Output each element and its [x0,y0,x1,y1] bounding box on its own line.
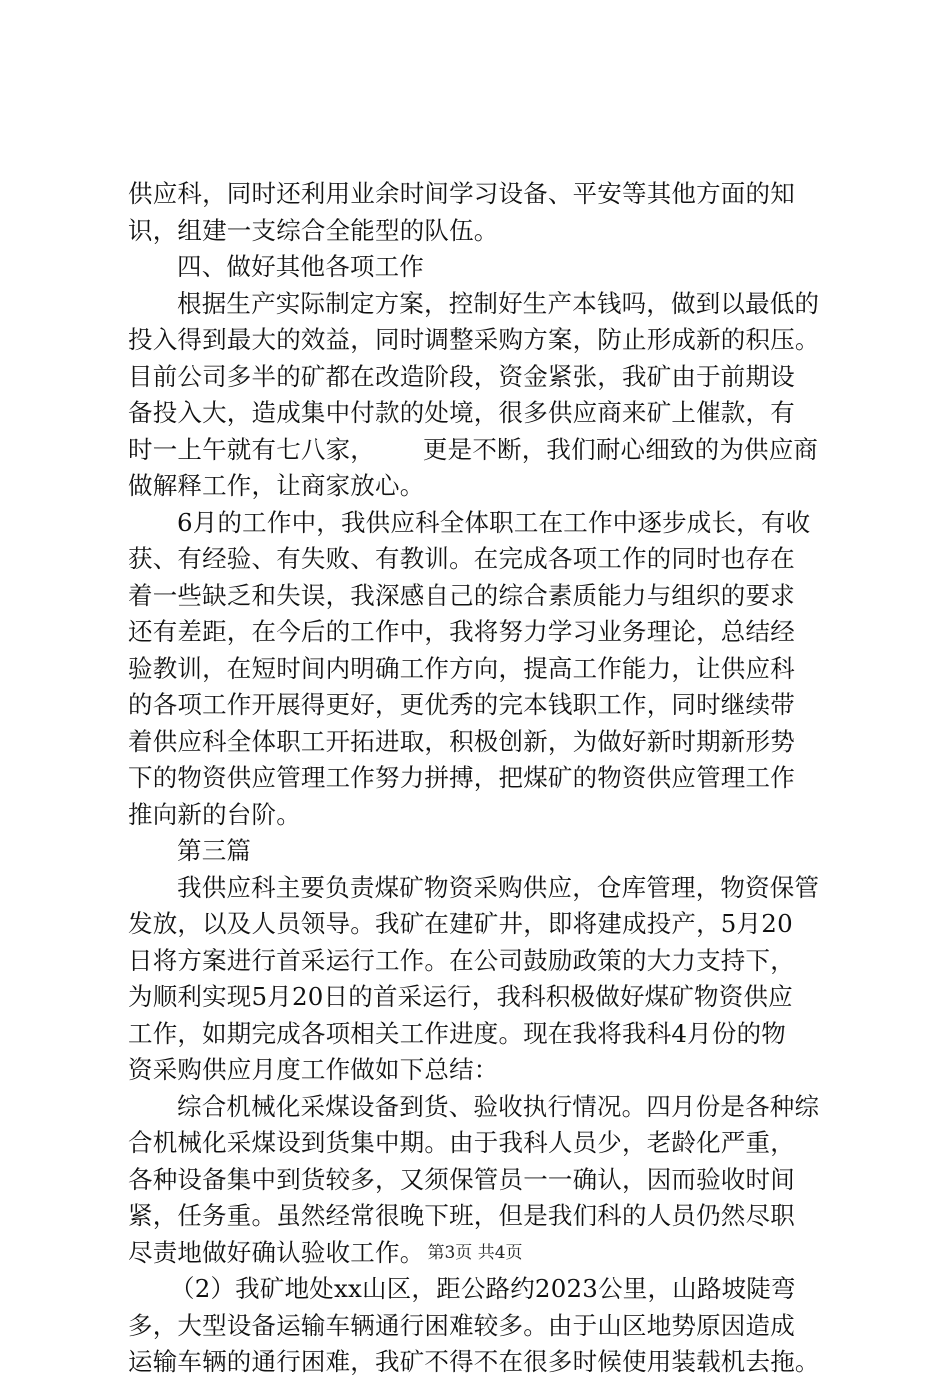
paragraph-start-line: 根据生产实际制定方案，控制好生产本钱吗，做到以最低的 [177,288,820,318]
paragraph-start-line: （2）我矿地处xx山区，距公路约2023公里，山路坡陡弯 [170,1274,796,1303]
text-line: 备投入大，造成集中付款的处境，很多供应商来矿上催款，有 [128,398,795,427]
text-line: 着一些缺乏和失误，我深感自己的综合素质能力与组织的要求 [128,580,795,610]
text-line: 日将方案进行首采运行工作。在公司鼓励政策的大力支持下， [128,945,795,975]
text-line: 着供应科全体职工开拓进取，积极创新，为做好新时期新形势 [128,726,795,756]
text-line: 还有差距，在今后的工作中，我将努力学习业务理论，总结经 [128,617,795,646]
text-line: 获、有经验、有失败、有教训。在完成各项工作的同时也存在 [128,544,795,573]
text-line: 运输车辆的通行困难，我矿不得不在很多时候使用装载机去拖。 [128,1347,820,1376]
text-line: 下的物资供应管理工作努力拼搏，把煤矿的物资供应管理工作 [128,763,795,792]
text-line: 各种设备集中到货较多，又须保管员一一确认，因而验收时间 [128,1164,795,1194]
text-line: 目前公司多半的矿都在改造阶段，资金紧张，我矿由于前期设 [128,361,795,391]
text-line: 合机械化采煤设到货集中期。由于我科人员少，老龄化严重， [128,1128,795,1157]
text-line: 尽责地做好确认验收工作。 [128,1237,425,1267]
text-line: 紧，任务重。虽然经常很晚下班，但是我们科的人员仍然尽职 [128,1201,795,1230]
document-body [128,176,840,1381]
section-heading: 第三篇 [177,836,252,865]
text-line: 的各项工作开展得更好，更优秀的完本钱职工作，同时继续带 [128,690,795,719]
text-line: 资采购供应月度工作做如下总结： [128,1055,499,1084]
text-line: 验教训，在短时间内明确工作方向，提高工作能力，让供应科 [128,653,795,683]
text-line: 工作，如期完成各项相关工作进度。现在我将我科4月份的物 [128,1018,786,1048]
text-line: 推向新的台阶。 [128,799,301,829]
text-line: 时一上午就有七八家， 更是不断，我们耐心细致的为供应商 [128,434,819,464]
text-line: 发放，以及人员领导。我矿在建矿井，即将建成投产，5月20 [128,909,793,938]
text-line: 多，大型设备运输车辆通行困难较多。由于山区地势原因造成 [128,1310,795,1340]
section-heading: 四、做好其他各项工作 [177,252,424,281]
text-line: 识，组建一支综合全能型的队伍。 [128,215,499,245]
text-line: 做解释工作，让商家放心。 [128,471,425,500]
page-number-footer: 第3页 共4页 [427,1243,523,1263]
paragraph-start-line: 我供应科主要负责煤矿物资采购供应，仓库管理，物资保管 [177,872,820,902]
paragraph-start-line: 综合机械化采煤设备到货、验收执行情况。四月份是各种综 [177,1091,820,1121]
text-line: 供应科，同时还利用业余时间学习设备、平安等其他方面的知 [128,179,795,208]
paragraph-start-line: 6月的工作中，我供应科全体职工在工作中逐步成长，有收 [177,507,811,537]
text-line: 为顺利实现5月20日的首采运行，我科积极做好煤矿物资供应 [128,982,793,1011]
text-line: 投入得到最大的效益，同时调整采购方案，防止形成新的积压。 [128,325,820,354]
